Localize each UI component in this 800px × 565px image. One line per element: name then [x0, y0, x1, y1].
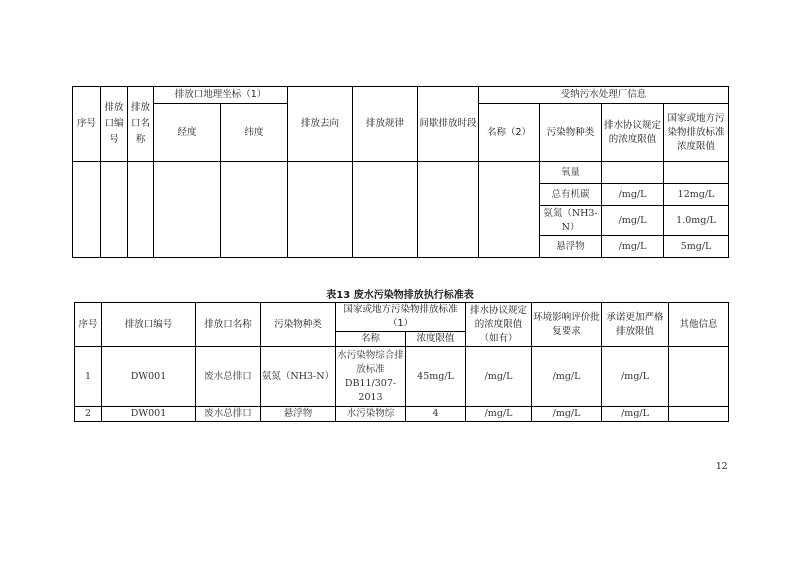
cell-pollutant: 悬浮物 — [540, 236, 602, 258]
cell-agreement: /mg/L — [466, 347, 532, 407]
cell-empty — [418, 162, 479, 258]
cell-standard: 5mg/L — [664, 236, 729, 258]
cell-commit: /mg/L — [602, 347, 669, 407]
cell-limit: 45mg/L — [406, 347, 466, 407]
cell-empty — [221, 162, 288, 258]
cell-pollutant: 氨氮（NH3-N） — [540, 206, 602, 236]
discharge-standard-table — [74, 302, 729, 422]
header-eia-requirement: 环境影响评价批复要求 — [532, 303, 602, 347]
header-discharge-pattern: 排放规律 — [353, 87, 418, 162]
cell-agreement: /mg/L — [602, 206, 664, 236]
cell-standard — [664, 162, 729, 184]
cell-other — [669, 407, 729, 422]
cell-empty — [73, 162, 101, 258]
cell-pollutant: 总有机碳 — [540, 184, 602, 206]
header-latitude: 纬度 — [221, 104, 288, 162]
cell-agreement: /mg/L — [602, 236, 664, 258]
cell-empty — [101, 162, 128, 258]
cell-seq: 1 — [75, 347, 102, 407]
header-pollutant-type: 污染物种类 — [540, 104, 602, 162]
header-standard: 国家或地方污染物排放标准（1） — [336, 303, 466, 332]
cell-pollutant: 氨氮（NH3-N） — [261, 347, 336, 407]
cell-std-name: 水污染物综 — [336, 407, 406, 422]
cell-empty — [479, 162, 540, 258]
cell-empty — [353, 162, 418, 258]
header-longitude: 经度 — [154, 104, 221, 162]
cell-empty — [288, 162, 353, 258]
cell-name: 废水总排口 — [196, 347, 261, 407]
page-number: 12 — [716, 462, 728, 472]
cell-agreement: /mg/L — [602, 184, 664, 206]
cell-agreement: /mg/L — [466, 407, 532, 422]
header-plant-name: 名称（2） — [479, 104, 540, 162]
header-seq: 序号 — [73, 87, 101, 162]
header-outlet-name: 排放口名称 — [196, 303, 261, 347]
cell-empty — [128, 162, 154, 258]
header-outlet-code: 排放口编号 — [102, 303, 196, 347]
cell-empty — [154, 162, 221, 258]
table-caption: 表13 废水污染物排放执行标准表 — [326, 290, 474, 301]
cell-standard: 12mg/L — [664, 184, 729, 206]
cell-pollutant: 悬浮物 — [261, 407, 336, 422]
cell-std-name: 水污染物综合排放标准DB11/307-2013 — [336, 347, 406, 407]
header-commitment: 承诺更加严格排放限值 — [602, 303, 669, 347]
cell-eia: /mg/L — [532, 407, 602, 422]
header-intermittent-period: 间歇排放时段 — [418, 87, 479, 162]
cell-code: DW001 — [102, 407, 196, 422]
header-other: 其他信息 — [669, 303, 729, 347]
cell-limit: 4 — [406, 407, 466, 422]
header-seq: 序号 — [75, 303, 102, 347]
outlet-info-table — [72, 86, 729, 258]
cell-name: 废水总排口 — [196, 407, 261, 422]
cell-commit: /mg/L — [602, 407, 669, 422]
header-pollutant-type: 污染物种类 — [261, 303, 336, 347]
cell-agreement — [602, 162, 664, 184]
cell-other — [669, 347, 729, 407]
cell-seq: 2 — [75, 407, 102, 422]
header-agreement-limit: 排水协议规定的浓度限值 — [602, 104, 664, 162]
header-outlet-code: 排放口编号 — [101, 87, 128, 162]
cell-eia: /mg/L — [532, 347, 602, 407]
header-receiving-plant-info: 受纳污水处理厂信息 — [479, 87, 729, 104]
header-std-name: 名称 — [336, 332, 406, 347]
header-standard-limit: 国家或地方污染物排放标准浓度限值 — [664, 104, 729, 162]
cell-code: DW001 — [102, 347, 196, 407]
header-discharge-destination: 排放去向 — [288, 87, 353, 162]
header-outlet-name: 排放口名称 — [128, 87, 154, 162]
header-std-limit: 浓度限值 — [406, 332, 466, 347]
header-geo-coords: 排放口地理坐标（1） — [154, 87, 288, 104]
cell-standard: 1.0mg/L — [664, 206, 729, 236]
cell-pollutant: 氧量 — [540, 162, 602, 184]
header-agreement: 排水协议规定的浓度限值（如有） — [466, 303, 532, 347]
